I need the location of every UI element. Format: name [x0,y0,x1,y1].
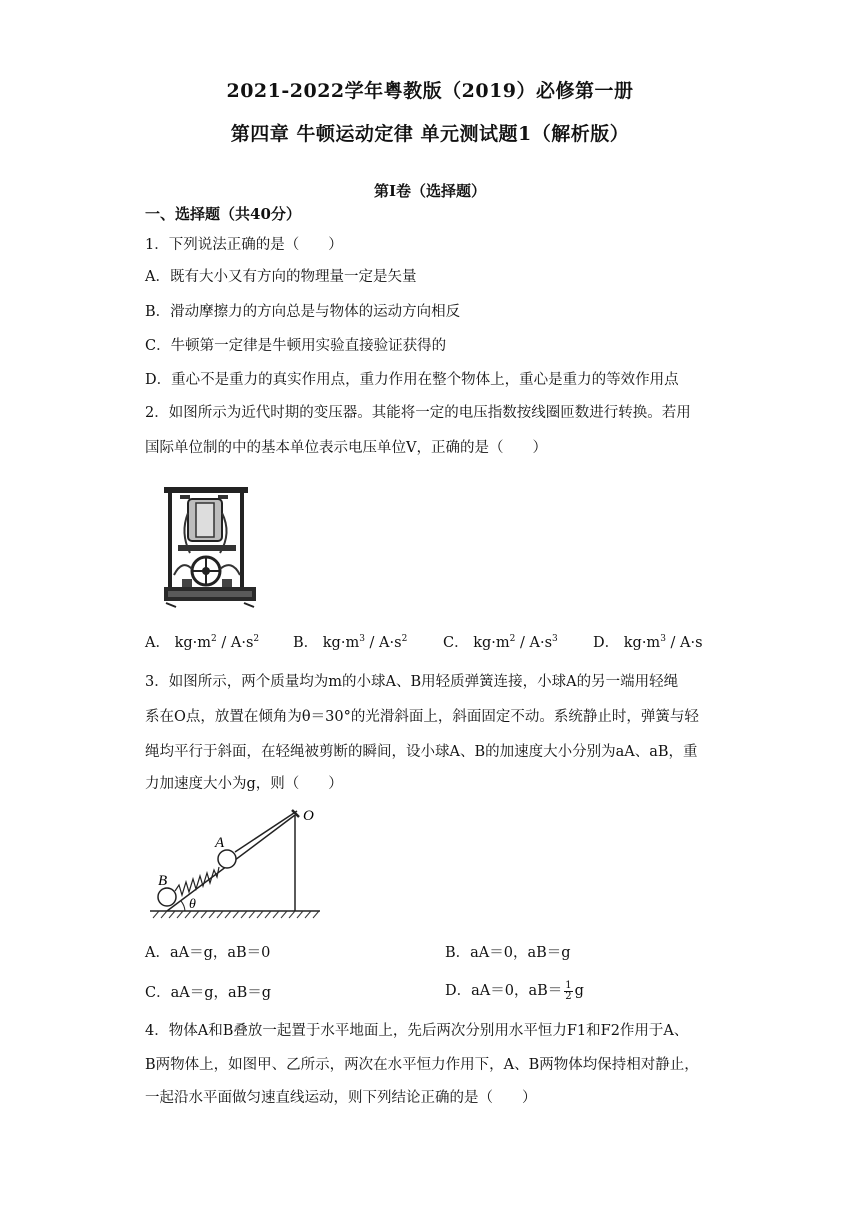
q1-option-d: D．重心不是重力的真实作用点，重力作用在整个物体上，重心是重力的等效作用点 [145,372,679,388]
q4-stem-line-3: 一起沿水平面做匀速直线运动，则下列结论正确的是（ ） [145,1090,537,1106]
q2-option-b-mid: / A·s [364,635,402,651]
q1-option-c: C．牛顿第一定律是牛顿用实验直接验证获得的 [145,338,447,354]
transformer-image [160,483,260,608]
q2-option-b-letter: B． [293,635,319,651]
q2-option-b-base: kg·m [322,635,360,651]
label-a: A [215,835,225,851]
q2-option-c-exp2: 3 [552,634,558,645]
q2-option-b-exp1: 3 [359,634,365,645]
q3-option-d [445,979,584,1002]
q2-option-c-base: kg·m [473,635,510,651]
q2-option-d [593,631,703,652]
q2-option-a-exp1: 2 [211,634,217,645]
q2-option-d-base: kg·m [623,635,661,651]
q2-option-a-letter: A． [145,635,170,651]
q3-option-d-prefix: D．aA＝0，aB＝ [445,983,563,999]
fraction-denominator: 2 [565,990,572,1002]
q3-option-c: C．aA＝g，aB＝g [145,985,272,1001]
q3-option-b: B．aA＝0，aB＝g [445,945,571,961]
title-line-1: 2021-2022学年粤教版（2019）必修第一册 [226,80,634,102]
q4-stem-line-1: 4．物体A和B叠放一起置于水平地面上，先后两次分别用水平恒力F1和F2作用于A、 [145,1023,689,1039]
half-fraction [564,981,572,1002]
q2-option-b-exp2: 2 [401,634,408,645]
q2-option-a-base: kg·m [174,635,212,651]
q2-option-d-exp1: 3 [660,634,666,645]
q2-option-c-letter: C． [443,635,469,651]
q3-stem-line-3: 绳均平行于斜面，在轻绳被剪断的瞬间，设小球A、B的加速度大小分别为aA、aB，重 [145,744,698,760]
label-o: O [303,808,314,824]
q3-stem-line-4: 力加速度大小为g，则（ ） [145,776,343,792]
title-line-2: 第四章 牛顿运动定律 单元测试题1（解析版） [230,123,630,145]
incline-figure [145,805,330,920]
q1-option-b: B．滑动摩擦力的方向总是与物体的运动方向相反 [145,304,461,320]
label-b: B [158,873,168,889]
q2-stem-line-1: 2．如图所示为近代时期的变压器。其能将一定的电压指数按线圈匝数进行转换。若用 [145,405,691,421]
q2-option-a-mid: / A·s [216,635,254,651]
q2-option-c-exp1: 2 [509,634,516,645]
q2-option-a-exp2: 2 [253,634,260,645]
q2-option-b [293,631,407,652]
q2-option-c-mid: / A·s [515,635,553,651]
q3-stem-line-1: 3．如图所示，两个质量均为m的小球A、B用轻质弹簧连接，小球A的另一端用轻绳 [145,674,679,690]
q3-stem-line-2: 系在O点，放置在倾角为θ＝30°的光滑斜面上，斜面固定不动。系统静止时，弹簧与轻 [145,709,699,725]
q4-stem-line-2: B两物体上，如图甲、乙所示，两次在水平恒力作用下，A、B两物体均保持相对静止， [145,1057,699,1073]
q3-option-d-suffix: g [574,983,584,999]
q2-option-d-letter: D． [593,635,620,651]
section-label: 第Ⅰ卷（选择题） [373,182,487,200]
q1-option-a: A．既有大小又有方向的物理量一定是矢量 [145,269,417,285]
fraction-numerator: 1 [565,979,572,991]
q2-option-d-mid: / A·s [665,635,703,651]
q3-option-a: A．aA＝g，aB＝0 [145,945,271,961]
q1-stem: 1．下列说法正确的是（ ） [145,237,343,253]
q2-stem-line-2: 国际单位制的中的基本单位表示电压单位V，正确的是（ ） [145,440,547,456]
q2-option-c [443,631,558,652]
q2-option-a [145,631,259,652]
label-theta: θ [189,897,196,912]
part-heading: 一、选择题（共40分） [145,205,301,223]
